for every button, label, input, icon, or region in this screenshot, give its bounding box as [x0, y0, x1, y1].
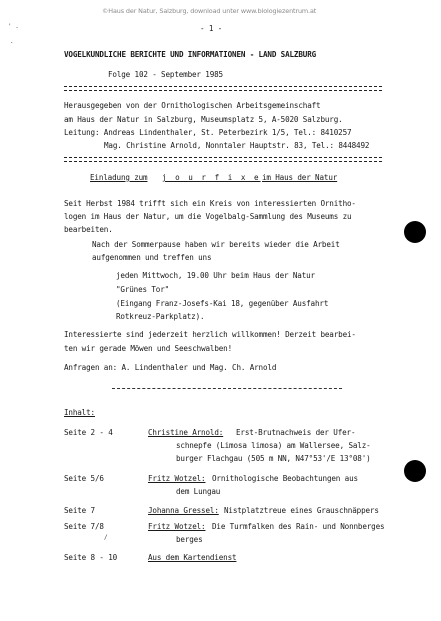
invitation-heading-left: Einladung zum [90, 173, 148, 182]
invitation-heading-jour-fixe: j o u r f i x e [162, 173, 261, 182]
separator-line [112, 388, 342, 389]
toc-heading: Inhalt: [64, 408, 95, 417]
meeting-time: jeden Mittwoch, 19.00 Uhr beim Haus der Natur [116, 271, 315, 280]
watermark: ©Haus der Natur, Salzburg, download unter www.biologiezentrum.at [102, 7, 317, 15]
paragraph-line: logen im Haus der Natur, um die Vogelbalg-Sammlung des Museums zu [64, 212, 352, 221]
double-rule [64, 157, 382, 162]
paragraph-line: bearbeiten. [64, 225, 113, 234]
toc-title: Erst-Brutnachweis der Ufer- [236, 428, 356, 437]
toc-title: burger Flachgau (505 m NN, N47°53'/E 13°08') [176, 454, 371, 463]
toc-author: Fritz Wotzel: [148, 522, 206, 531]
publisher-line: Mag. Christine Arnold, Nonntaler Hauptstr. 83, Tel.: 8448492 [104, 141, 370, 150]
toc-page: Seite 5/6 [64, 474, 104, 483]
margin-mark: ' . [8, 23, 19, 30]
toc-author: Fritz Wotzel: [148, 474, 206, 483]
toc-author: Johanna Gressel: [148, 506, 219, 515]
toc-page: Seite 7/8 [64, 522, 104, 531]
margin-mark: . [10, 38, 14, 45]
toc-page: Seite 2 - 4 [64, 428, 113, 437]
paragraph-line: Seit Herbst 1984 trifft sich ein Kreis von interessierten Ornitho- [64, 199, 356, 208]
toc-title: dem Lungau [176, 487, 221, 496]
publisher-line: am Haus der Natur in Salzburg, Museumsplatz 5, A-5020 Salzburg. [64, 115, 343, 124]
toc-title: schnepfe (Limosa limosa) am Wallersee, Salz- [176, 441, 371, 450]
invitation-heading-right: im Haus der Natur [262, 173, 338, 182]
toc-page: Seite 8 - 10 [64, 553, 118, 562]
paragraph-line: ten wir gerade Möwen und Seeschwalben! [64, 344, 233, 353]
meeting-place: "Grünes Tor" [116, 285, 170, 294]
publisher-line: Leitung: Andreas Lindenthaler, St. Peterbezirk 1/5, Tel.: 8410257 [64, 128, 352, 137]
contact-line: Anfragen an: A. Lindenthaler und Mag. Ch. Arnold [64, 363, 277, 372]
paragraph-line: aufgenommen und treffen uns [92, 253, 212, 262]
issue-line: Folge 102 - September 1985 [108, 70, 223, 79]
toc-author: Aus dem Kartendienst [148, 553, 237, 562]
paragraph-line: Nach der Sommerpause haben wir bereits wieder die Arbeit [92, 240, 340, 249]
page-number: - 1 - [200, 24, 223, 33]
meeting-entrance: (Eingang Franz-Josefs-Kai 18, gegenüber Ausfahrt [116, 299, 329, 308]
paragraph-line: Interessierte sind jederzeit herzlich willkommen! Derzeit bearbei- [64, 330, 356, 339]
punch-hole [404, 460, 426, 482]
toc-title: Die Turmfalken des Rain- und Nonnberges [212, 522, 385, 531]
punch-hole [404, 221, 426, 243]
newsletter-title: VOGELKUNDLICHE BERICHTE UND INFORMATIONEN - LAND SALZBURG [64, 50, 317, 59]
publisher-line: Herausgegeben von der Ornithologischen Arbeitsgemeinschaft [64, 101, 321, 110]
toc-page: Seite 7 [64, 506, 95, 515]
toc-title: berges [176, 535, 203, 544]
toc-author: Christine Arnold: [148, 428, 224, 437]
double-rule [64, 86, 382, 91]
meeting-entrance: Rotkreuz-Parkplatz). [116, 312, 205, 321]
toc-title: Nistplatztreue eines Grauschnäppers [224, 506, 379, 515]
toc-title: Ornithologische Beobachtungen aus [212, 474, 358, 483]
margin-mark: / [104, 534, 108, 541]
